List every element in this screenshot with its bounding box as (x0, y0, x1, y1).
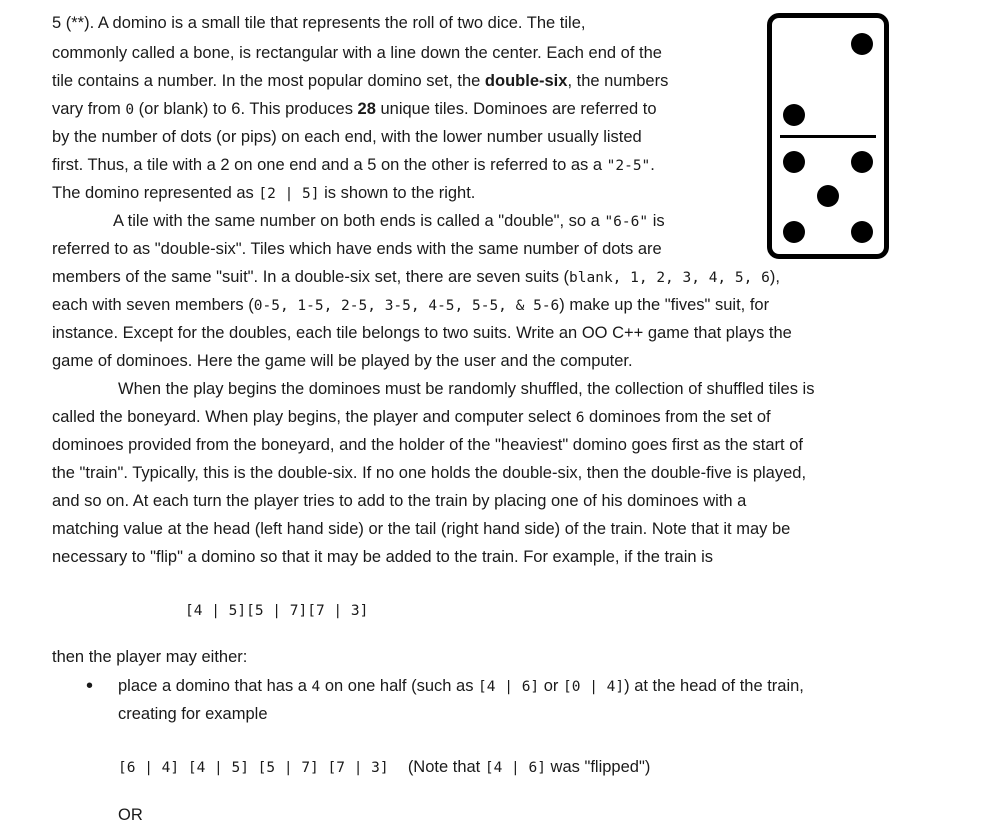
para2-line6: game of dominoes. Here the game will be played by the user and the computer. (52, 352, 633, 370)
para3-line2: called the boneyard. When play begins, the player and computer select 6 dominoes from the set of (52, 408, 771, 426)
pip (783, 221, 805, 243)
para1-line3: tile contains a number. In the most popular domino set, the double-six, the numbers (52, 72, 669, 90)
para1-line2: commonly called a bone, is rectangular with a line down the center. Each end of the (52, 44, 662, 62)
para2-line1: A tile with the same number on both ends is called a "double", so a "6-6" is (113, 212, 665, 230)
train-example: [4 | 5][5 | 7][7 | 3] (185, 603, 369, 619)
result-train: [6 | 4] [4 | 5] [5 | 7] [7 | 3] (118, 760, 389, 776)
para2-line4: each with seven members (0-5, 1-5, 2-5, 3-5, 4-5, 5-5, & 5-6) make up the "fives" suit, for (52, 296, 770, 314)
para3-line3: dominoes provided from the boneyard, and the holder of the "heaviest" domino goes first as the start of (52, 436, 803, 454)
para1-line5: by the number of dots (or pips) on each end, with the lower number usually listed (52, 128, 642, 146)
para3-line1: When the play begins the dominoes must be randomly shuffled, the collection of shuffled tiles is (118, 380, 815, 398)
then-line: then the player may either: (52, 648, 248, 666)
domino-image (767, 13, 889, 259)
para1-line1: 5 (**). A domino is a small tile that represents the roll of two dice. The tile, (52, 14, 586, 32)
domino-divider (780, 135, 876, 138)
para2-line5: instance. Except for the doubles, each tile belongs to two suits. Write an OO C++ game that plays the (52, 324, 792, 342)
pip (851, 33, 873, 55)
bullet-dot: • (86, 675, 94, 697)
bullet-line2: creating for example (118, 705, 268, 723)
para1-line7: The domino represented as [2 | 5] is shown to the right. (52, 184, 476, 202)
para2-line2: referred to as "double-six". Tiles which have ends with the same number of dots are (52, 240, 662, 258)
or-label: OR (118, 806, 143, 824)
para3-line4: the "train". Typically, this is the double-six. If no one holds the double-six, then the double-five is played, (52, 464, 807, 482)
bullet-line1: place a domino that has a 4 on one half (such as [4 | 6] or [0 | 4]) at the head of the train, (118, 677, 804, 695)
para1-line6: first. Thus, a tile with a 2 on one end and a 5 on the other is referred to as a "2-5". (52, 156, 655, 174)
pip (851, 151, 873, 173)
para3-line5: and so on. At each turn the player tries to add to the train by placing one of his dominoes with a (52, 492, 747, 510)
result-train-line: [6 | 4] [4 | 5] [5 | 7] [7 | 3] (Note that [4 | 6] was "flipped") (118, 758, 651, 776)
para2-line3: members of the same "suit". In a double-six set, there are seven suits (blank, 1, 2, 3, 4, 5, 6), (52, 268, 780, 286)
pip (783, 104, 805, 126)
para1-line4: vary from 0 (or blank) to 6. This produces 28 unique tiles. Dominoes are referred to (52, 100, 657, 118)
pip (817, 185, 839, 207)
pip (851, 221, 873, 243)
para3-line6: matching value at the head (left hand side) or the tail (right hand side) of the train. Note that it may be (52, 520, 791, 538)
problem-number: 5 (**). (52, 14, 95, 32)
para3-line7: necessary to "flip" a domino so that it may be added to the train. For example, if the train is (52, 548, 714, 566)
pip (783, 151, 805, 173)
